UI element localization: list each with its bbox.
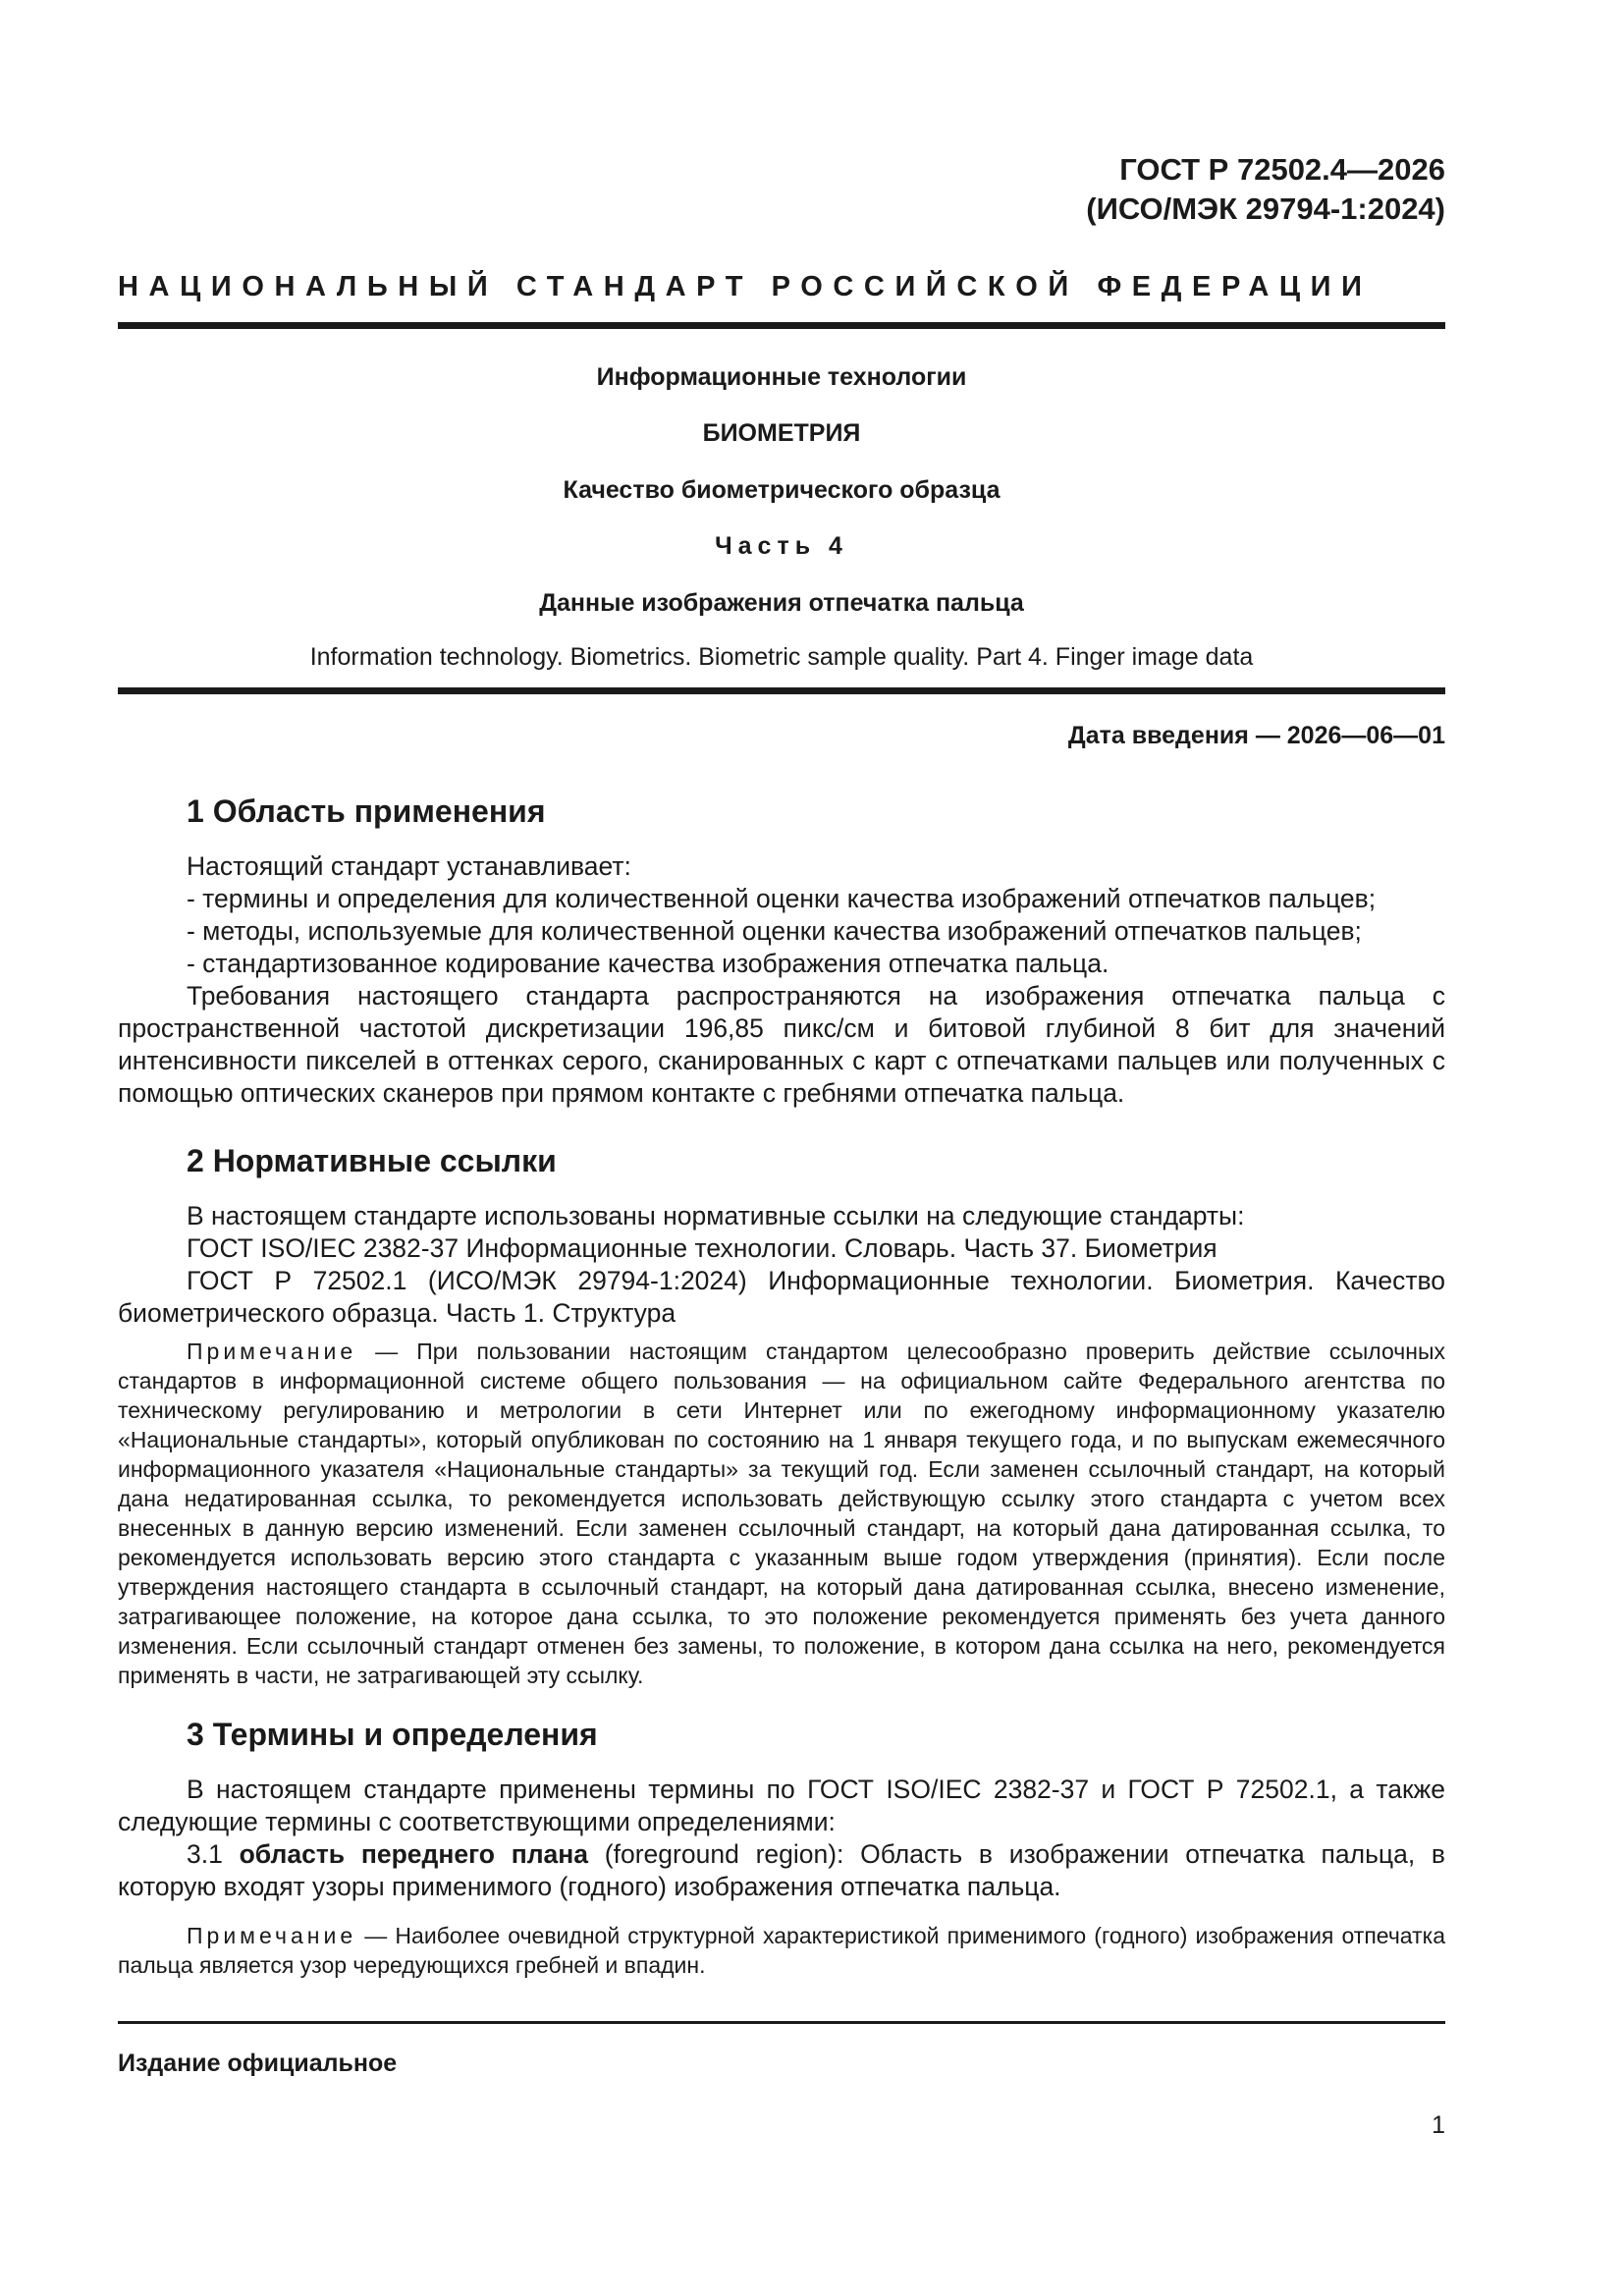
note-text: — При пользовании настоящим стандартом целесообразно проверить действие ссылочных стандартов в информационной системе общего пользования — на официальном сайте Федерального агентства по техническому регулированию и метрологии в сети Интернет или по ежегодному информационному указателю «Национальные стандарты», который опубликован по состоянию на 1 января текущего года, и по выпускам ежемесячного информационного указателя «Национальные стандарты» за текущий год. Если заменен ссылочный стандарт, на который дана недатированная ссылка, то рекомендуется использовать действующую ссылку этого стандарта с учетом всех внесенных в данную версию изменений. Если заменен ссылочный стандарт, на который дана датированная ссылка, то рекомендуется использовать версию этого стандарта с указанным выше годом утверждения (принятия). Если после утверждения настоящего стандарта в ссылочный стандарт, на который дана датированная ссылка, внесено изменение, затрагивающее положение, на которое дана ссылка, то это положение рекомендуется применять без учета данного изменения. Если ссылочный стандарт отменен без замены, то положение, в котором дана ссылка на него, рекомендуется применять в части, не затрагивающей эту ссылку. bbox=[118, 1339, 1445, 1688]
term-text: (foreground region): Область в изображении отпечатка пальца, в которую входят узоры применимого (годного) изображения отпечатка пальца. bbox=[118, 1839, 1446, 1901]
term-name: область переднего плана bbox=[239, 1839, 589, 1869]
footer-rule bbox=[118, 2021, 1445, 2024]
page-number: 1 bbox=[1432, 2111, 1445, 2139]
note-label: Примечание bbox=[187, 1339, 357, 1364]
list-item: - термины и определения для количественной оценки качества изображений отпечатков пальцев; bbox=[187, 884, 1377, 913]
note-text: — Наиболее очевидной структурной характеристикой применимого (годного) изображения отпечатка пальца является узор чередующихся гребней и впадин. bbox=[118, 1923, 1445, 1978]
title-line-3: Качество биометрического образца bbox=[563, 476, 1001, 504]
title-part: Часть 4 bbox=[715, 532, 848, 560]
introduction-date: Дата введения — 2026—06—01 bbox=[1067, 722, 1445, 749]
section-3-body bbox=[118, 1774, 1445, 1903]
section-2-note bbox=[118, 1337, 1445, 1690]
term-number: 3.1 bbox=[187, 1839, 240, 1869]
reference-item: ГОСТ Р 72502.1 (ИСО/МЭК 29794-1:2024) Информационные технологии. Биометрия. Качество биометрического образца. Часть 1. Структура bbox=[118, 1266, 1445, 1328]
list-item: - методы, используемые для количественной оценки качества изображений отпечатков пальцев; bbox=[187, 916, 1362, 946]
paragraph: В настоящем стандарте использованы нормативные ссылки на следующие стандарты: bbox=[187, 1201, 1245, 1230]
term-definition bbox=[118, 1838, 1445, 1903]
english-title: Information technology. Biometrics. Biometric sample quality. Part 4. Finger image data bbox=[309, 643, 1254, 671]
standard-designation: ГОСТ Р 72502.4—2026 bbox=[1119, 152, 1445, 187]
section-3-note bbox=[118, 1921, 1445, 1980]
section-1-heading: 1 Область применения bbox=[187, 793, 546, 829]
iso-reference: (ИСО/МЭК 29794-1:2024) bbox=[1086, 191, 1445, 226]
paragraph: Настоящий стандарт устанавливает: bbox=[187, 851, 631, 881]
paragraph: Требования настоящего стандарта распространяются на изображения отпечатка пальца с пространственной частотой дискретизации 196,85 пикс/см и битовой глубиной 8 бит для значений интенсивности пикселей в оттенках серого, сканированных с карт с отпечатками пальцев или полученных с помощью оптических сканеров при прямом контакте с гребнями отпечатка пальца. bbox=[118, 981, 1445, 1108]
header-rule bbox=[118, 322, 1445, 329]
title-rule bbox=[118, 687, 1445, 694]
title-line-2: БИОМЕТРИЯ bbox=[702, 419, 861, 447]
paragraph: В настоящем стандарте применены термины по ГОСТ ISO/IEC 2382-37 и ГОСТ Р 72502.1, а также следующие термины с соответствующими определениями: bbox=[118, 1775, 1445, 1836]
reference-item: ГОСТ ISO/IEC 2382-37 Информационные технологии. Словарь. Часть 37. Биометрия bbox=[187, 1233, 1217, 1263]
section-1-body bbox=[118, 850, 1445, 1110]
title-line-1: Информационные технологии bbox=[596, 363, 967, 391]
edition-label: Издание официальное bbox=[118, 2050, 398, 2077]
note-label: Примечание bbox=[187, 1923, 357, 1948]
national-standard-banner: НАЦИОНАЛЬНЫЙ СТАНДАРТ РОССИЙСКОЙ ФЕДЕРАЦИИ bbox=[118, 271, 1373, 302]
title-line-5: Данные изображения отпечатка пальца bbox=[539, 589, 1024, 617]
section-2-body bbox=[118, 1200, 1445, 1330]
list-item: - стандартизованное кодирование качества изображения отпечатка пальца. bbox=[187, 949, 1109, 978]
section-2-heading: 2 Нормативные ссылки bbox=[187, 1143, 557, 1178]
section-3-heading: 3 Термины и определения bbox=[187, 1717, 598, 1752]
